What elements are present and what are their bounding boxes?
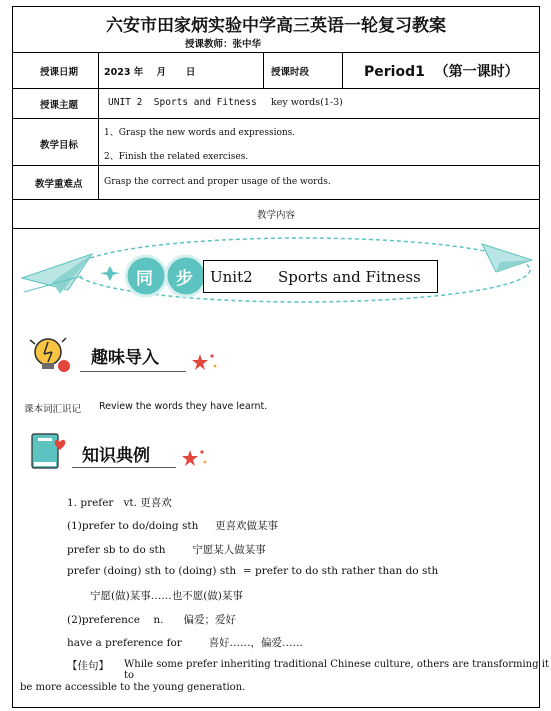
banner-char-2: 步 bbox=[176, 269, 193, 289]
date-value: 2023 年 月 日 bbox=[104, 67, 196, 78]
content-label: 教学内容 bbox=[256, 210, 295, 221]
page-title: 六安市田家炳实验中学高三英语一轮复习教案 bbox=[106, 16, 446, 36]
star-decoration-icon bbox=[180, 446, 210, 470]
banner-unit: Unit2 bbox=[210, 268, 253, 286]
section-knowledge-title: 知识典例 bbox=[82, 446, 150, 466]
example-line-2: be more accessible to the young generation. bbox=[20, 682, 246, 693]
topic-label: 授课主题 bbox=[40, 100, 79, 111]
intro-text-en: Review the words they have learnt. bbox=[99, 401, 268, 412]
period-value: Period1 （第一课时） bbox=[364, 64, 519, 80]
section-underline bbox=[72, 467, 176, 468]
star-decoration-icon bbox=[190, 350, 220, 374]
lightbulb-icon bbox=[28, 332, 76, 376]
teacher-name: 授课教师：张中华 bbox=[185, 39, 262, 50]
topic-value: UNIT 2 Sports and Fitness bbox=[108, 97, 257, 108]
knowledge-line: (2)preference n. 偏爱；爱好 bbox=[67, 614, 236, 626]
sparkle-icon bbox=[100, 266, 120, 281]
key-value: Grasp the correct and proper usage of the words. bbox=[104, 177, 331, 187]
knowledge-line: 宁愿(做)某事……也不愿(做)某事 bbox=[90, 590, 243, 602]
section-intro-title: 趣味导入 bbox=[91, 348, 159, 368]
table-rule bbox=[12, 228, 540, 229]
intro-text-cn: 课本词汇识记 bbox=[24, 404, 82, 415]
knowledge-line: (1)prefer to do/doing sth 更喜欢做某事 bbox=[67, 520, 279, 532]
topic-suffix: key words(1-3) bbox=[271, 97, 343, 108]
table-rule bbox=[12, 88, 540, 89]
key-label: 教学重难点 bbox=[35, 179, 83, 190]
section-underline bbox=[80, 371, 186, 372]
goal-label: 教学目标 bbox=[40, 140, 79, 151]
table-rule bbox=[12, 199, 540, 200]
table-rule bbox=[98, 52, 99, 199]
table-rule bbox=[263, 52, 264, 88]
banner-topic: Sports and Fitness bbox=[278, 268, 421, 286]
knowledge-line: 1. prefer vt. 更喜欢 bbox=[67, 497, 172, 509]
table-rule bbox=[342, 52, 343, 88]
knowledge-line: prefer sb to do sth 宁愿某人做某事 bbox=[67, 544, 266, 556]
book-heart-icon bbox=[28, 428, 72, 472]
knowledge-line: have a preference for 喜好……，偏爱…… bbox=[67, 637, 304, 649]
goal-item-2: 2、Finish the related exercises. bbox=[104, 152, 249, 162]
paper-plane-right-icon bbox=[482, 244, 532, 272]
table-rule bbox=[12, 118, 540, 119]
table-rule bbox=[12, 52, 540, 53]
goal-item-1: 1、Grasp the new words and expressions. bbox=[104, 128, 296, 138]
example-tag: 【佳句】 bbox=[67, 660, 109, 672]
paper-plane-left-icon bbox=[22, 254, 92, 294]
banner-char-1: 同 bbox=[136, 269, 153, 289]
knowledge-line: prefer (doing) sth to (doing) sth = prefer to do sth rather than do sth bbox=[67, 565, 439, 577]
table-rule bbox=[12, 165, 540, 166]
example-line-1: While some prefer inheriting traditional Chinese culture, others are transforming it to bbox=[124, 659, 549, 681]
date-label: 授课日期 bbox=[40, 67, 79, 78]
period-label: 授课时段 bbox=[271, 67, 310, 78]
